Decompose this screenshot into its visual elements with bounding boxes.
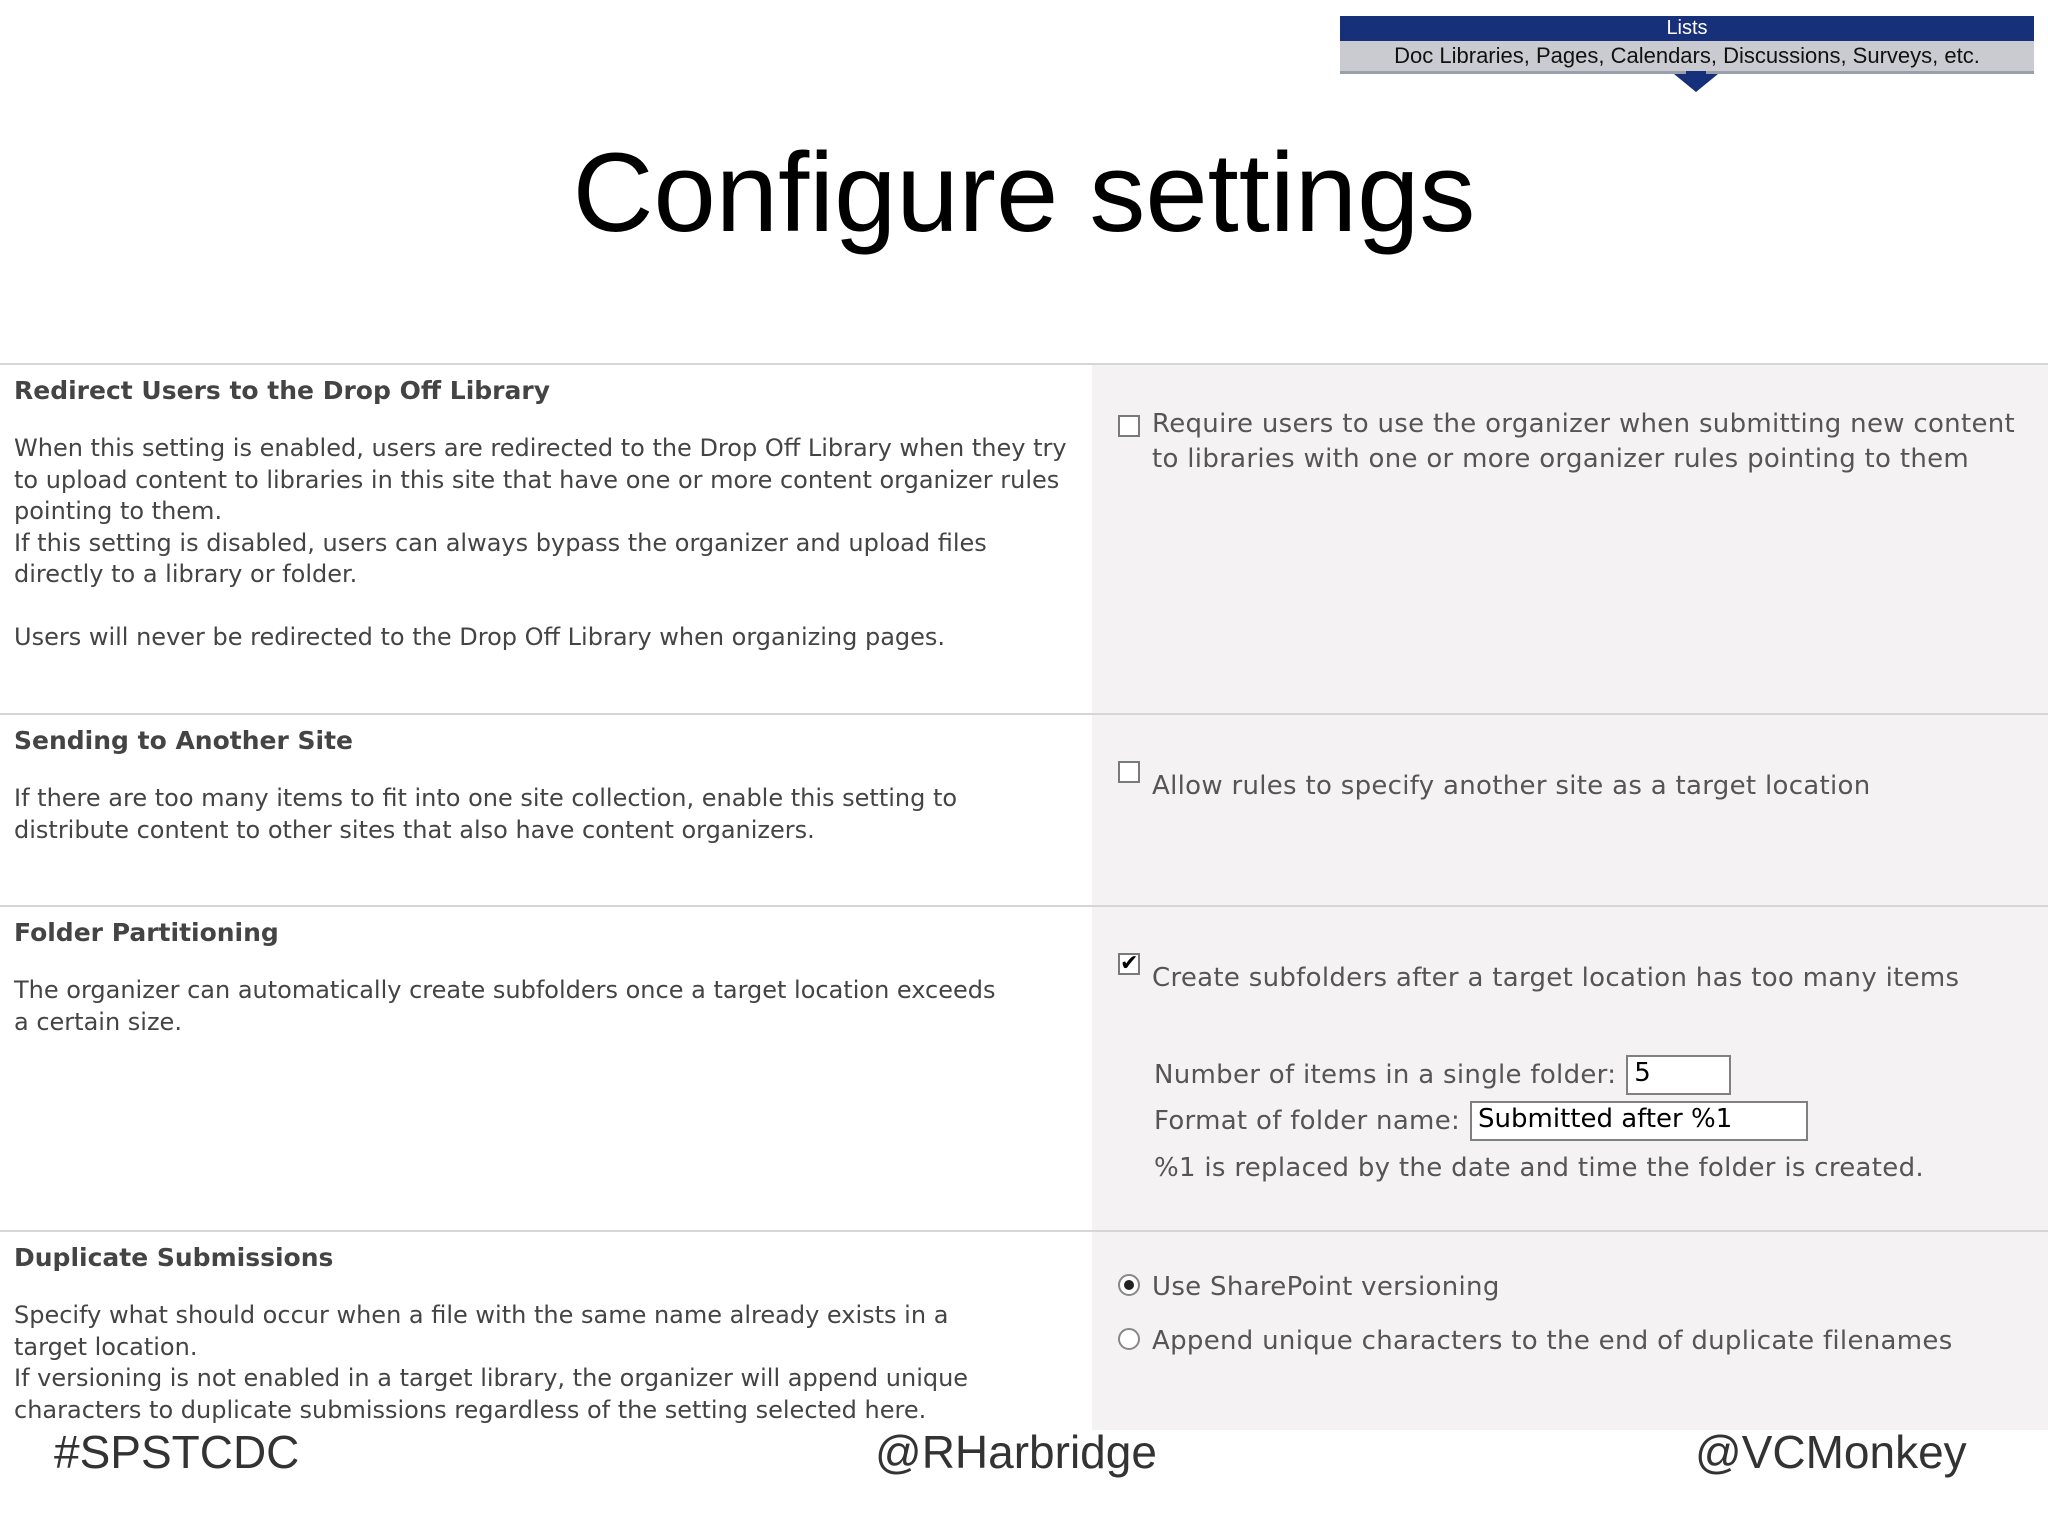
footer-handle-center: @RHarbridge xyxy=(875,1426,1157,1478)
page-title: Configure settings xyxy=(572,130,1476,255)
footer-handle-right: @VCMonkey xyxy=(1695,1426,1967,1478)
allow-other-site-option[interactable] xyxy=(1118,753,1871,804)
section-duplicates xyxy=(0,1230,2048,1430)
footer-hashtag: #SPSTCDC xyxy=(54,1426,300,1478)
folder-name-format-input[interactable]: Submitted after %1 xyxy=(1470,1101,1808,1141)
allow-other-site-checkbox[interactable] xyxy=(1118,761,1140,783)
section-title: Redirect Users to the Drop Off Library xyxy=(14,376,550,405)
items-per-folder-input[interactable]: 5 xyxy=(1626,1055,1731,1095)
section-text: When this setting is enabled, users are redirected to the Drop Off Library when they try to upload content to libraries in this site that have one or more content organizer rules pointing to them. xyxy=(14,434,1067,525)
append-characters-label: Append unique characters to the end of duplicate filenames xyxy=(1152,1326,1953,1356)
section-text: Users will never be redirected to the Drop Off Library when organizing pages. xyxy=(14,622,946,651)
append-characters-radio[interactable] xyxy=(1118,1328,1140,1350)
section-sending xyxy=(0,713,2048,905)
create-subfolders-checkbox[interactable]: ✔ xyxy=(1120,951,1139,976)
allow-other-site-label: Allow rules to specify another site as a target location xyxy=(1152,771,1871,801)
section-title: Duplicate Submissions xyxy=(14,1243,334,1272)
folder-name-format-hint: %1 is replaced by the date and time the folder is created. xyxy=(1154,1153,1924,1183)
section-redirect-description xyxy=(0,365,1092,713)
section-text: If there are too many items to fit into one site collection, enable this setting to distribute content to other sites that also have content organizers. xyxy=(14,784,958,844)
section-text: The organizer can automatically create subfolders once a target location exceeds a certain size. xyxy=(14,976,996,1036)
breadcrumb-lists-label: Lists xyxy=(1340,16,2034,41)
section-duplicates-controls xyxy=(1092,1232,2048,1430)
require-organizer-checkbox[interactable] xyxy=(1118,415,1140,437)
section-title: Sending to Another Site xyxy=(14,726,353,755)
section-redirect-controls xyxy=(1092,365,2048,713)
folder-name-format-label: Format of folder name: xyxy=(1154,1105,1461,1136)
section-text: If versioning is not enabled in a target library, the organizer will append unique characters to duplicate submissions regardless of the setting selected here. xyxy=(14,1364,969,1424)
down-arrow-icon xyxy=(1674,74,1718,92)
section-text: If this setting is disabled, users can always bypass the organizer and upload files directly to a library or folder. xyxy=(14,528,987,588)
create-subfolders-option[interactable] xyxy=(1118,945,1959,996)
breadcrumb-types-label: Doc Libraries, Pages, Calendars, Discussions, Surveys, etc. xyxy=(1340,41,2034,74)
create-subfolders-label: Create subfolders after a target location has too many items xyxy=(1152,963,1960,993)
section-partitioning xyxy=(0,905,2048,1230)
settings-table xyxy=(0,363,2048,1430)
section-title: Folder Partitioning xyxy=(14,918,279,947)
section-duplicates-description xyxy=(0,1232,1092,1430)
section-partitioning-description xyxy=(0,907,1092,1230)
folder-name-format-row xyxy=(1154,1101,1808,1141)
items-per-folder-label: Number of items in a single folder: xyxy=(1154,1059,1617,1090)
lists-breadcrumb xyxy=(1340,16,2034,74)
require-organizer-label: Require users to use the organizer when submitting new content to libraries with one or more organizer rules pointing to them xyxy=(1152,409,2016,474)
use-versioning-label: Use SharePoint versioning xyxy=(1152,1272,1500,1302)
section-text: Specify what should occur when a file with the same name already exists in a target location. xyxy=(14,1301,949,1361)
append-characters-option[interactable] xyxy=(1118,1324,1953,1359)
section-partitioning-controls xyxy=(1092,907,2048,1230)
section-sending-description xyxy=(0,715,1092,905)
use-versioning-option[interactable] xyxy=(1118,1270,1500,1305)
require-organizer-option[interactable] xyxy=(1118,407,2018,477)
section-redirect xyxy=(0,363,2048,713)
section-sending-controls xyxy=(1092,715,2048,905)
slide-footer xyxy=(0,1425,2048,1485)
items-per-folder-row xyxy=(1154,1055,1731,1095)
use-versioning-radio[interactable] xyxy=(1118,1274,1140,1296)
